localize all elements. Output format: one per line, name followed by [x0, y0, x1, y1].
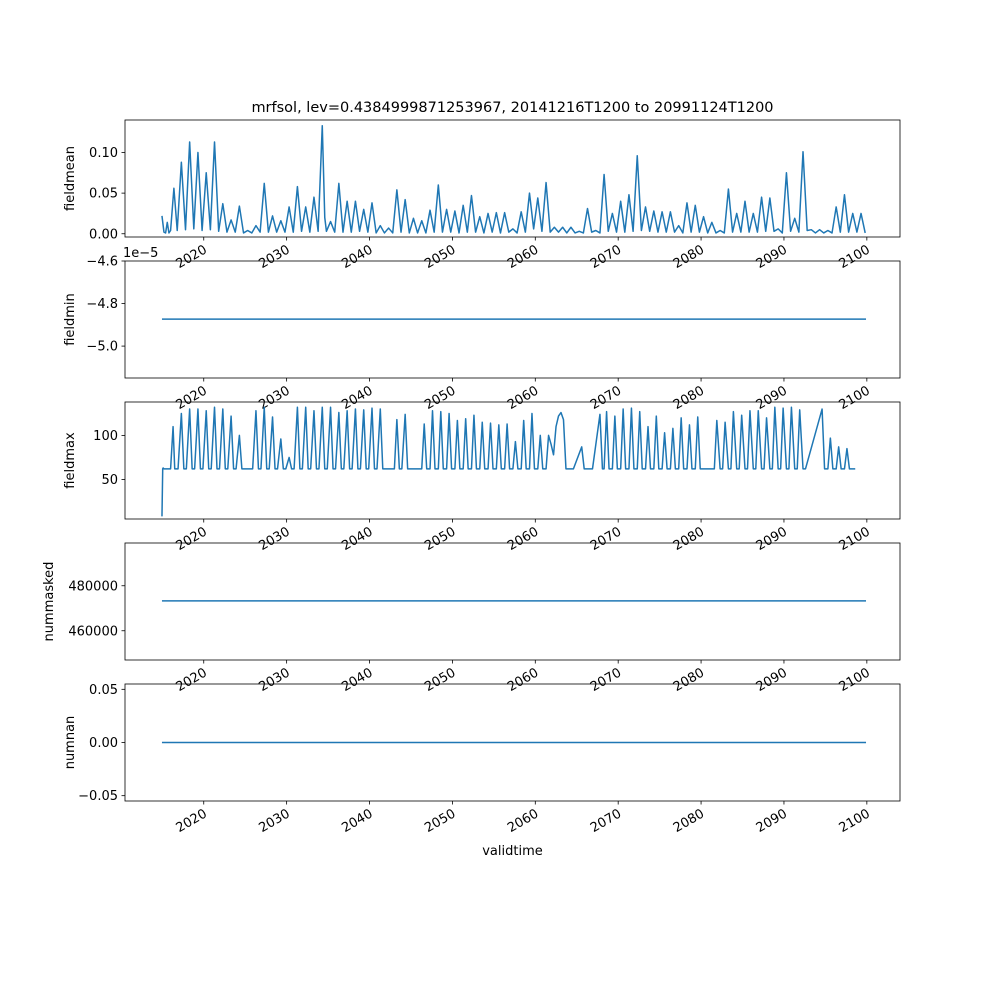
x-tick-label: 2030: [256, 242, 293, 273]
x-tick-label: 2060: [505, 383, 542, 414]
x-tick-label: 2040: [339, 524, 376, 555]
x-tick-label: 2090: [753, 524, 790, 555]
x-tick-label: 2080: [670, 242, 708, 273]
subplot-numnan: [63, 683, 900, 859]
x-tick-label: 2090: [753, 383, 790, 414]
x-tick-label: 2040: [339, 665, 376, 696]
y-tick-label: −5.0: [86, 339, 118, 355]
x-tick-label: 2030: [256, 383, 293, 414]
y-tick-label: 0.00: [89, 736, 118, 751]
y-offset-text: 1e−5: [123, 246, 159, 261]
x-tick-label: 2050: [422, 524, 459, 555]
y-tick-label: −4.8: [86, 297, 118, 313]
series-line-fieldmean-0: [162, 126, 865, 233]
y-tick-label: 0.05: [89, 682, 118, 698]
x-tick-label: 2100: [836, 524, 873, 555]
y-tick-label: 480000: [68, 579, 118, 595]
x-tick-label: 2070: [588, 806, 625, 837]
x-tick-label: 2090: [753, 665, 790, 696]
x-tick-label: 2030: [256, 806, 293, 837]
x-tick-label: 2090: [753, 806, 790, 837]
y-axis-label: nummasked: [42, 561, 57, 642]
x-tick-label: 2080: [670, 806, 708, 837]
y-tick-label: −0.05: [78, 789, 118, 805]
y-tick-label: 100: [93, 428, 118, 444]
subplot-fieldmin: [63, 246, 900, 413]
x-tick-label: 2040: [339, 242, 376, 273]
x-tick-label: 2100: [836, 665, 873, 696]
x-tick-label: 2060: [505, 524, 542, 555]
x-tick-label: 2060: [505, 242, 542, 273]
y-tick-label: 460000: [68, 624, 118, 640]
subplot-nummasked: [42, 543, 900, 695]
x-tick-label: 2020: [173, 383, 210, 414]
y-axis-label: numnan: [63, 715, 78, 770]
x-tick-label: 2020: [173, 665, 210, 696]
x-axis-label: validtime: [482, 844, 543, 859]
x-tick-label: 2040: [339, 806, 376, 837]
subplot-fieldmax: [63, 402, 900, 554]
x-tick-label: 2050: [422, 806, 459, 837]
series-line-fieldmax-0: [162, 407, 855, 516]
x-tick-label: 2080: [670, 524, 708, 555]
x-tick-label: 2080: [670, 383, 708, 414]
y-tick-label: 0.10: [89, 146, 118, 161]
x-tick-label: 2040: [339, 383, 376, 414]
x-tick-label: 2070: [588, 242, 625, 273]
x-tick-label: 2100: [836, 242, 873, 273]
y-tick-label: −4.6: [86, 254, 118, 270]
x-tick-label: 2050: [422, 665, 459, 696]
y-axis-label: fieldmax: [63, 432, 78, 489]
x-tick-label: 2020: [173, 806, 210, 837]
y-tick-label: 0.05: [89, 186, 118, 202]
y-axis-label: fieldmean: [63, 146, 78, 211]
subplot-fieldmean: [63, 100, 900, 272]
x-tick-label: 2070: [588, 665, 625, 696]
x-tick-label: 2020: [173, 242, 210, 273]
x-tick-label: 2050: [422, 242, 459, 273]
x-tick-label: 2030: [256, 524, 293, 555]
x-tick-label: 2070: [588, 383, 625, 414]
x-tick-label: 2050: [422, 383, 459, 414]
x-tick-label: 2030: [256, 665, 293, 696]
x-tick-label: 2090: [753, 242, 790, 273]
y-tick-label: 50: [101, 472, 118, 488]
y-tick-label: 0.00: [89, 227, 118, 243]
x-tick-label: 2080: [670, 665, 708, 696]
y-axis-label: fieldmin: [63, 293, 78, 346]
x-tick-label: 2100: [836, 383, 873, 414]
x-tick-label: 2070: [588, 524, 625, 555]
chart-title: mrfsol, lev=0.4384999871253967, 20141216T1200 to 20991124T1200: [251, 100, 774, 116]
x-tick-label: 2100: [836, 806, 873, 837]
x-tick-label: 2060: [505, 806, 542, 837]
x-tick-label: 2060: [505, 665, 542, 696]
x-tick-label: 2020: [173, 524, 210, 555]
